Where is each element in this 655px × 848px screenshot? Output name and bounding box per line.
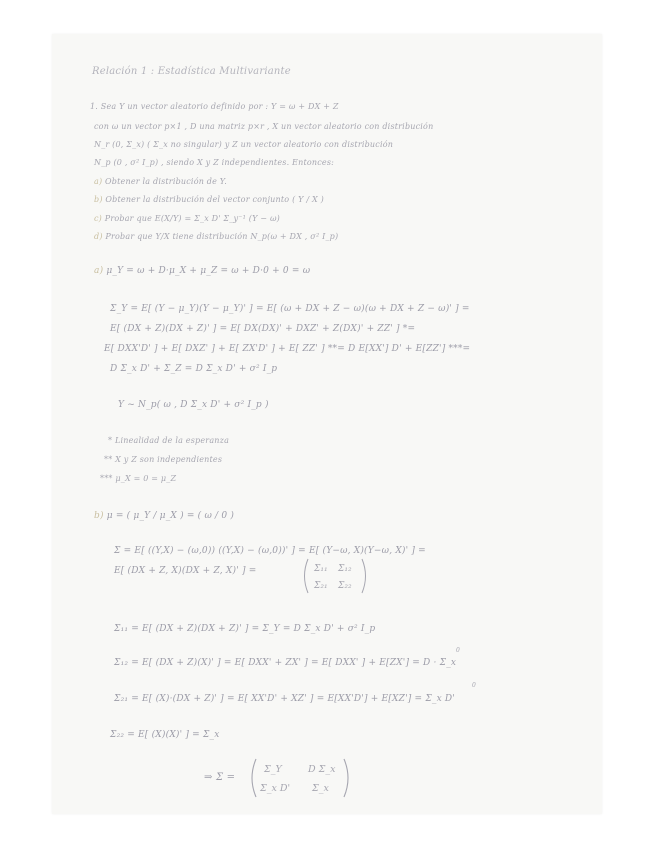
final-left-paren [252,759,256,797]
final-matrix [248,756,352,800]
final-prefix: ⇒ Σ = [204,772,236,783]
block-right-paren [362,559,366,593]
block-left-paren [305,559,309,593]
part-b-vector: ( Y / X ) [292,195,324,204]
final-r1c2: D Σ_x [308,764,336,775]
solution-b-mean [94,511,234,521]
s22-line: Σ₂₂ = E[ (X)(X)' ] = Σ_x [110,730,220,740]
note-1: * Linealidad de la esperanza [108,436,230,445]
part-c-text: Probar que E(X/Y) = Σ_x D' Σ_y⁻¹ (Y − ω) [104,214,280,223]
cov-line-3: E[ DXX'D' ] + E[ DXZ' ] + E[ ZX'D' ] + E[ ZZ' ] **= D E[XX'] D' + E[ZZ'] ***= [104,344,471,354]
part-a-tag: a) [94,177,103,186]
zero-mark-1: 0 [456,647,461,654]
problem-line-1: 1. Sea Y un vector aleatorio definido por : Y = ω + DX + Z [90,102,339,111]
final-r2c2: Σ_x [312,783,329,794]
block-s22: Σ₂₂ [338,581,352,591]
solution-a-result: Y ~ N_p( ω , D Σ_x D' + σ² I_p ) [118,400,269,410]
part-c [94,214,280,223]
block-s21: Σ₂₁ [314,581,328,591]
final-right-paren [344,759,348,797]
cov-line-1: Σ_Y = E[ (Y − μ_Y)(Y − μ_Y)' ] = E[ (ω + DX + Z − ω)(ω + DX + Z − ω)' ] = [110,304,470,314]
s12-line: Σ₁₂ = E[ (DX + Z)(X)' ] = E[ DXX' + ZX' ] = E[ DXX' ] + E[ZX'] = D · Σ_x [114,658,457,668]
final-r1c1: Σ_Y [264,764,282,775]
page-title: Relación 1 : Estadística Multivariante [92,66,291,77]
problem-line-4: N_p (0 , σ² I_p) , siendo X y Z independientes. Entonces: [94,158,335,167]
solution-b-mean-text: μ = ( μ_Y / μ_X ) = ( ω / 0 ) [106,511,235,521]
block-s12: Σ₁₂ [338,564,352,574]
part-b-text: Obtener la distribución del vector conjunto [105,195,290,204]
s11-line: Σ₁₁ = E[ (DX + Z)(DX + Z)' ] = Σ_Y = D Σ_x D' + σ² I_p [114,624,376,634]
part-d [94,232,338,241]
problem-line-3: N_r (0, Σ_x) ( Σ_x no singular) y Z un vector aleatorio con distribución [94,140,394,149]
s21-line: Σ₂₁ = E[ (X)·(DX + Z)' ] = E[ XX'D' + XZ' ] = E[XX'D'] + E[XZ'] = Σ_x D' [114,694,456,704]
solution-a-mean-text: μ_Y = ω + D·μ_X + μ_Z = ω + D·0 + 0 = ω [106,266,311,276]
cov-line-2: E[ (DX + Z)(DX + Z)' ] = E[ DX(DX)' + DXZ' + Z(DX)' + ZZ' ] *= [110,324,416,334]
joint-cov-line-1: Σ = E[ ((Y,X) − (ω,0)) ((Y,X) − (ω,0))' ] = E[ (Y−ω, X)(Y−ω, X)' ] = [114,546,426,556]
zero-mark-2: 0 [472,682,477,689]
final-r2c1: Σ_x D' [260,783,291,794]
note-2: ** X y Z son independientes [104,455,223,464]
solution-b-tag: b) [94,511,104,521]
part-d-tag: d) [94,232,103,241]
note-3: *** μ_X = 0 = μ_Z [100,474,177,483]
block-matrix [300,556,370,596]
solution-a-mean [94,266,310,276]
cov-line-4: D Σ_x D' + Σ_Z = D Σ_x D' + σ² I_p [110,364,278,374]
part-b-tag: b) [94,195,103,204]
joint-cov-line-2: E[ (DX + Z, X)(DX + Z, X)' ] = [114,566,257,576]
part-a [94,177,227,186]
part-c-tag: c) [94,214,103,223]
block-s11: Σ₁₁ [314,564,328,574]
part-d-text: Probar que Y/X tiene distribución N_p(ω + DX , σ² I_p) [105,232,339,241]
part-b [94,195,324,204]
solution-a-tag: a) [94,266,104,276]
notebook-page [52,34,602,814]
problem-line-2: con ω un vector p×1 , D una matriz p×r , X un vector aleatorio con distribución [94,122,434,131]
part-a-text: Obtener la distribución de Y. [105,177,227,186]
